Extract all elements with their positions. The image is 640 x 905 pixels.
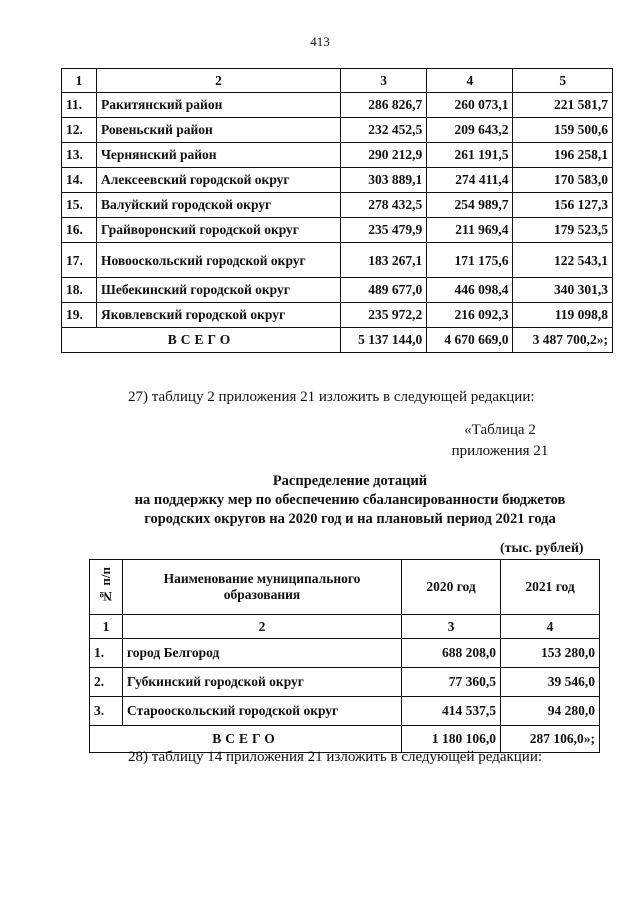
heading-line: на поддержку мер по обеспечению сбалансированности бюджетов <box>134 492 566 508</box>
header-cell: 2 <box>97 69 341 93</box>
value-col5: 196 258,1 <box>513 143 613 168</box>
value-col3: 489 677,0 <box>341 278 427 303</box>
value-2021: 94 280,0 <box>501 697 600 726</box>
index-cell: 2 <box>123 615 402 639</box>
value-col4: 211 969,4 <box>427 218 513 243</box>
value-col4: 274 411,4 <box>427 168 513 193</box>
value-col3: 235 972,2 <box>341 303 427 328</box>
municipality-name: Старооскольский городской округ <box>123 697 402 726</box>
row-number: 13. <box>62 143 97 168</box>
value-2021: 153 280,0 <box>501 639 600 668</box>
header-cell: 3 <box>341 69 427 93</box>
row-number: 19. <box>62 303 97 328</box>
districts-table <box>61 68 613 353</box>
total-2020: 1 180 106,0 <box>402 726 501 753</box>
value-col3: 278 432,5 <box>341 193 427 218</box>
municipality-name: Новооскольский городской округ <box>97 243 341 278</box>
header-cell: 1 <box>62 69 97 93</box>
total-2021: 287 106,0»; <box>501 726 600 753</box>
value-col4: 261 191,5 <box>427 143 513 168</box>
municipality-name: Шебекинский городской округ <box>97 278 341 303</box>
total-col3: 5 137 144,0 <box>341 328 427 353</box>
value-col4: 171 175,6 <box>427 243 513 278</box>
value-col5: 119 098,8 <box>513 303 613 328</box>
col-2020-header: 2020 год <box>402 560 501 615</box>
row-number: 11. <box>62 93 97 118</box>
value-col3: 232 452,5 <box>341 118 427 143</box>
municipality-name: Чернянский район <box>97 143 341 168</box>
total-col4: 4 670 669,0 <box>427 328 513 353</box>
municipality-name: Ракитянский район <box>97 93 341 118</box>
value-col4: 446 098,4 <box>427 278 513 303</box>
table-row <box>62 93 613 118</box>
amendment-paragraph-28: 28) таблицу 14 приложения 21 изложить в следующей редакции: <box>128 749 543 765</box>
value-2021: 39 546,0 <box>501 668 600 697</box>
table-row <box>90 639 600 668</box>
table-row <box>62 118 613 143</box>
header-cell: 5 <box>513 69 613 93</box>
table-row <box>62 243 613 278</box>
value-col4: 209 643,2 <box>427 118 513 143</box>
value-col3: 303 889,1 <box>341 168 427 193</box>
table-row <box>62 278 613 303</box>
value-col3: 235 479,9 <box>341 218 427 243</box>
value-col5: 221 581,7 <box>513 93 613 118</box>
page-number: 413 <box>310 34 330 49</box>
total-col5: 3 487 700,2»; <box>513 328 613 353</box>
municipality-name: Ровеньский район <box>97 118 341 143</box>
table-caption <box>420 420 580 462</box>
subsidies-table <box>89 559 600 753</box>
table-heading <box>70 472 630 529</box>
municipality-name: Грайворонский городской округ <box>97 218 341 243</box>
total-label: ВСЕГО <box>90 726 402 753</box>
municipality-name: Яковлевский городской округ <box>97 303 341 328</box>
index-cell: 3 <box>402 615 501 639</box>
total-label: ВСЕГО <box>62 328 341 353</box>
row-number: 12. <box>62 118 97 143</box>
table-header-row <box>62 69 613 93</box>
value-col5: 159 500,6 <box>513 118 613 143</box>
municipality-name: Губкинский городской округ <box>123 668 402 697</box>
value-col5: 179 523,5 <box>513 218 613 243</box>
table-row <box>62 193 613 218</box>
table-row <box>62 218 613 243</box>
value-col5: 156 127,3 <box>513 193 613 218</box>
row-number: 14. <box>62 168 97 193</box>
table-row <box>62 143 613 168</box>
amendment-paragraph-27: 27) таблицу 2 приложения 21 изложить в следующей редакции: <box>128 389 535 405</box>
header-cell: 4 <box>427 69 513 93</box>
value-2020: 688 208,0 <box>402 639 501 668</box>
total-row <box>62 328 613 353</box>
table-row <box>62 168 613 193</box>
column-index-row <box>90 615 600 639</box>
col-number-label: № п/п <box>98 566 113 604</box>
value-col3: 183 267,1 <box>341 243 427 278</box>
row-number: 18. <box>62 278 97 303</box>
row-number: 2. <box>90 668 123 697</box>
index-cell: 4 <box>501 615 600 639</box>
table-row <box>90 668 600 697</box>
table-header-row <box>90 560 600 615</box>
value-2020: 77 360,5 <box>402 668 501 697</box>
value-col4: 254 989,7 <box>427 193 513 218</box>
row-number: 1. <box>90 639 123 668</box>
value-col3: 286 826,7 <box>341 93 427 118</box>
municipality-name: Алексеевский городской округ <box>97 168 341 193</box>
municipality-name: город Белгород <box>123 639 402 668</box>
row-number: 17. <box>62 243 97 278</box>
heading-line: Распределение дотаций <box>272 473 428 489</box>
caption-line: «Таблица 2 <box>464 422 536 438</box>
caption-line: приложения 21 <box>451 443 549 459</box>
municipality-name: Валуйский городской округ <box>97 193 341 218</box>
value-col5: 122 543,1 <box>513 243 613 278</box>
row-number: 3. <box>90 697 123 726</box>
col-2021-header: 2021 год <box>501 560 600 615</box>
value-col4: 260 073,1 <box>427 93 513 118</box>
value-col4: 216 092,3 <box>427 303 513 328</box>
row-number: 16. <box>62 218 97 243</box>
table-row <box>62 303 613 328</box>
value-2020: 414 537,5 <box>402 697 501 726</box>
col-number-header <box>90 560 123 615</box>
table-row <box>90 697 600 726</box>
col-name-header: Наименование муниципального образования <box>123 560 402 615</box>
row-number: 15. <box>62 193 97 218</box>
value-col3: 290 212,9 <box>341 143 427 168</box>
value-col5: 170 583,0 <box>513 168 613 193</box>
heading-line: городских округов на 2020 год и на плановый период 2021 года <box>144 511 556 527</box>
value-col5: 340 301,3 <box>513 278 613 303</box>
index-cell: 1 <box>90 615 123 639</box>
units-label: (тыс. рублей) <box>500 541 584 556</box>
